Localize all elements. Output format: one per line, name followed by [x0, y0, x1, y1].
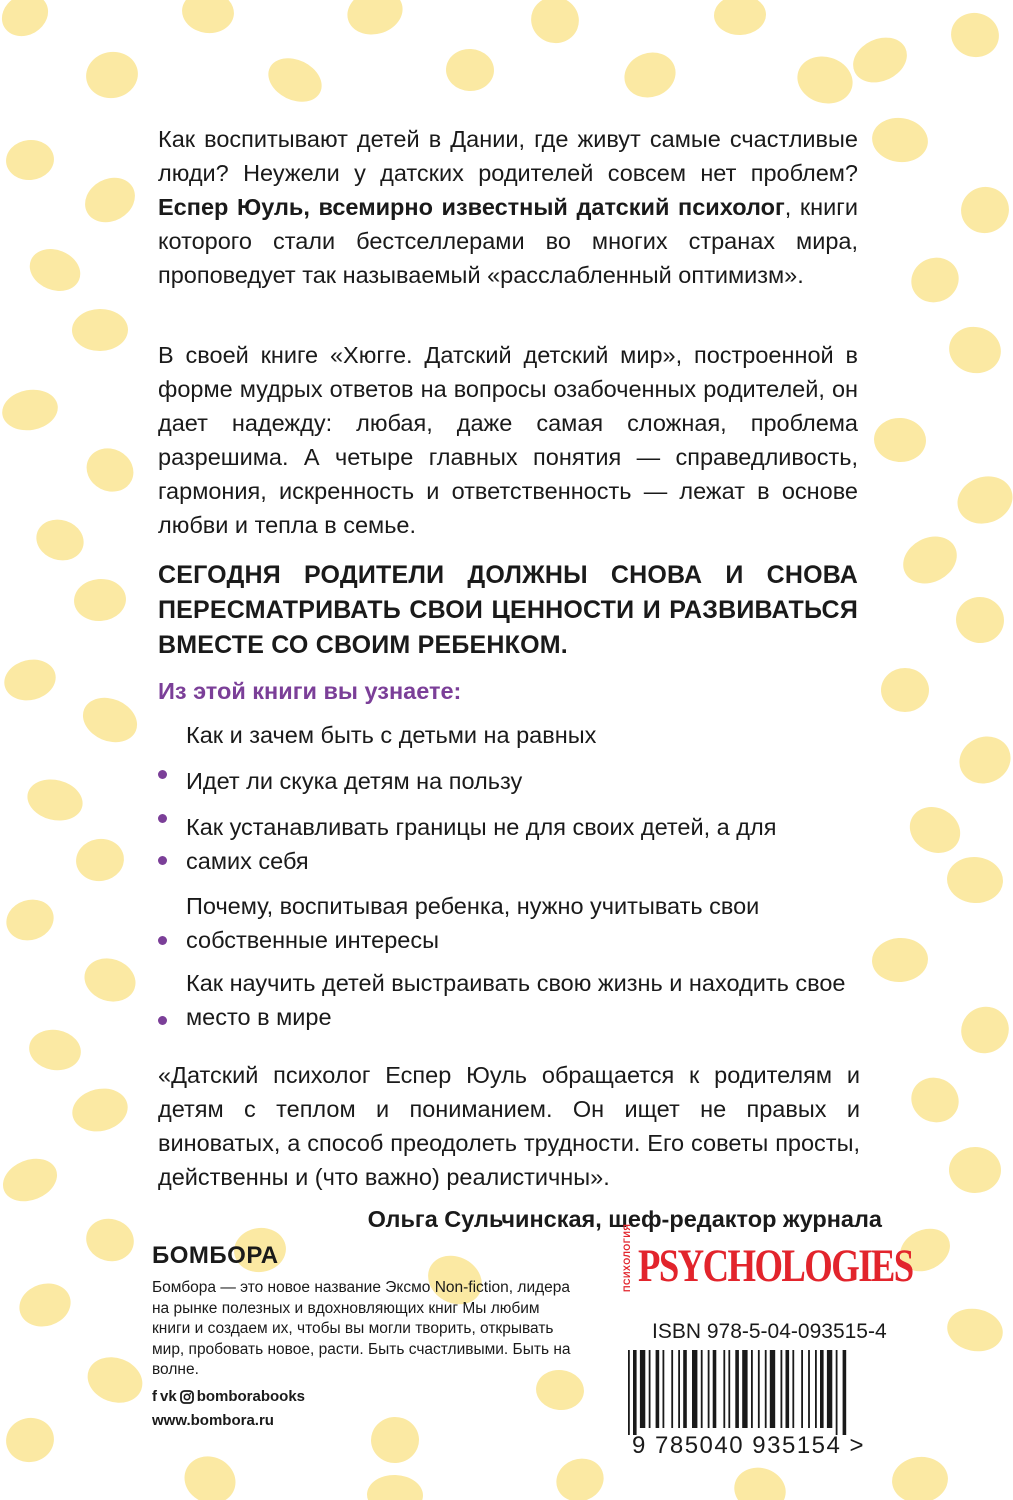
barcode-bar — [633, 1350, 637, 1435]
intro-text-b: , книги которого стали бестселлерами во многих странах мира, проповедует так называемый «расслабленный оптимизм». — [158, 194, 858, 288]
list-item: Как устанавливать границы не для своих детей, а для самих себя — [186, 814, 777, 874]
barcode-bar — [683, 1350, 687, 1428]
magazine-logo: PSYCHOLOGIES — [638, 1240, 913, 1292]
bullet-icon — [158, 770, 167, 779]
intro-author-highlight: Еспер Юуль, всемирно известный датский психолог — [158, 194, 785, 220]
caps-statement: СЕГОДНЯ РОДИТЕЛИ ДОЛЖНЫ СНОВА И СНОВА ПЕРЕСМАТРИВАТЬ СВОИ ЦЕННОСТИ И РАЗВИВАТЬСЯ ВМЕСТЕ СО СВОИМ РЕБЕНКОМ. — [158, 561, 858, 659]
barcode-bar — [735, 1350, 739, 1428]
barcode-bar — [843, 1350, 847, 1435]
barcode-bar — [640, 1350, 645, 1428]
barcode-bar — [742, 1350, 747, 1428]
barcode-bar — [656, 1350, 660, 1428]
website-link[interactable]: www.bombora.ru — [152, 1412, 274, 1429]
barcode-bar — [770, 1350, 775, 1428]
barcode-bar — [728, 1350, 730, 1428]
barcode-bar — [836, 1350, 838, 1435]
barcode-bar — [808, 1350, 810, 1428]
barcode-bar — [628, 1350, 630, 1435]
barcode-bar — [708, 1350, 710, 1428]
barcode-bar — [815, 1350, 817, 1428]
barcode-bar — [820, 1350, 824, 1428]
barcode-bar — [765, 1350, 767, 1428]
barcode-bar — [786, 1350, 790, 1428]
list-item: Почему, воспитывая ребенка, нужно учитывать свои собственные интересы — [186, 893, 760, 953]
barcode-bar — [692, 1350, 697, 1428]
barcode-bar — [713, 1350, 717, 1428]
barcode-digits: 9 785040 935154 > — [632, 1432, 866, 1459]
barcode-bar — [723, 1350, 725, 1428]
publisher-logo: БОМБОРА — [152, 1242, 279, 1269]
intro-text-a: Как воспитывают детей в Дании, где живут самые счастливые люди? Неужели у датских родителей совсем нет проблем? — [158, 126, 858, 186]
bullet-icon — [158, 936, 167, 945]
barcode-bar — [701, 1350, 703, 1428]
isbn-label: ISBN 978-5-04-093515-4 — [652, 1320, 887, 1343]
barcode-bar — [671, 1350, 673, 1428]
magazine-side-label: ПСИХОЛОГИЯ — [622, 1223, 632, 1292]
barcode-bar — [663, 1350, 665, 1428]
barcode-bar — [751, 1350, 753, 1428]
barcode-bar — [758, 1350, 760, 1428]
bullet-icon — [158, 814, 167, 823]
barcode-bar — [649, 1350, 651, 1428]
barcode-bar — [801, 1350, 803, 1428]
instagram-icon[interactable] — [180, 1390, 194, 1404]
list-item: Как научить детей выстраивать свою жизнь и находить свое место в мире — [186, 970, 846, 1030]
barcode-bar — [827, 1350, 832, 1428]
quote-author: Ольга Сульчинская, шеф-редактор журнала — [367, 1206, 882, 1232]
intro-paragraph-1 — [158, 122, 858, 292]
bullet-icon — [158, 856, 167, 865]
publisher-description: Бомбора — это новое название Эксмо Non-fiction, лидера на рынке полезных и вдохновляющих книг Мы любим книги и создаем их, чтобы вы могли творить, открывать мир, пробовать новое, расти. Быть счастливыми. Быть на волне. — [152, 1279, 571, 1378]
barcode-bar — [781, 1350, 783, 1428]
list-item: Идет ли скука детям на пользу — [186, 768, 523, 794]
social-links — [152, 1388, 305, 1405]
barcode-bar — [678, 1350, 680, 1428]
review-quote: «Датский психолог Еспер Юуль обращается к родителям и детям с теплом и пониманием. Он ищет не правых и виноватых, а способ преодолеть трудности. Его советы просты, действенны и (что важно) реалистичны». — [158, 1062, 860, 1190]
list-item: Как и зачем быть с детьми на равных — [186, 722, 597, 748]
vk-icon[interactable]: vk — [160, 1388, 177, 1405]
barcode — [622, 1350, 878, 1435]
barcode-bar — [792, 1350, 794, 1428]
learn-title: Из этой книги вы узнаете: — [158, 678, 462, 704]
intro-paragraph-2: В своей книге «Хюгге. Датский детский мир», построенной в форме мудрых ответов на вопросы озабоченных родителей, он дает надежду: любая, даже самая сложная, проблема разрешима. А четыре главных понятия — справедливость, гармония, искренность и ответственность — лежат в основе любви и тепла в семье. — [158, 342, 858, 538]
social-handle[interactable]: bomborabooks — [196, 1388, 306, 1405]
facebook-icon[interactable]: f — [152, 1388, 157, 1405]
bullet-icon — [158, 1016, 167, 1025]
